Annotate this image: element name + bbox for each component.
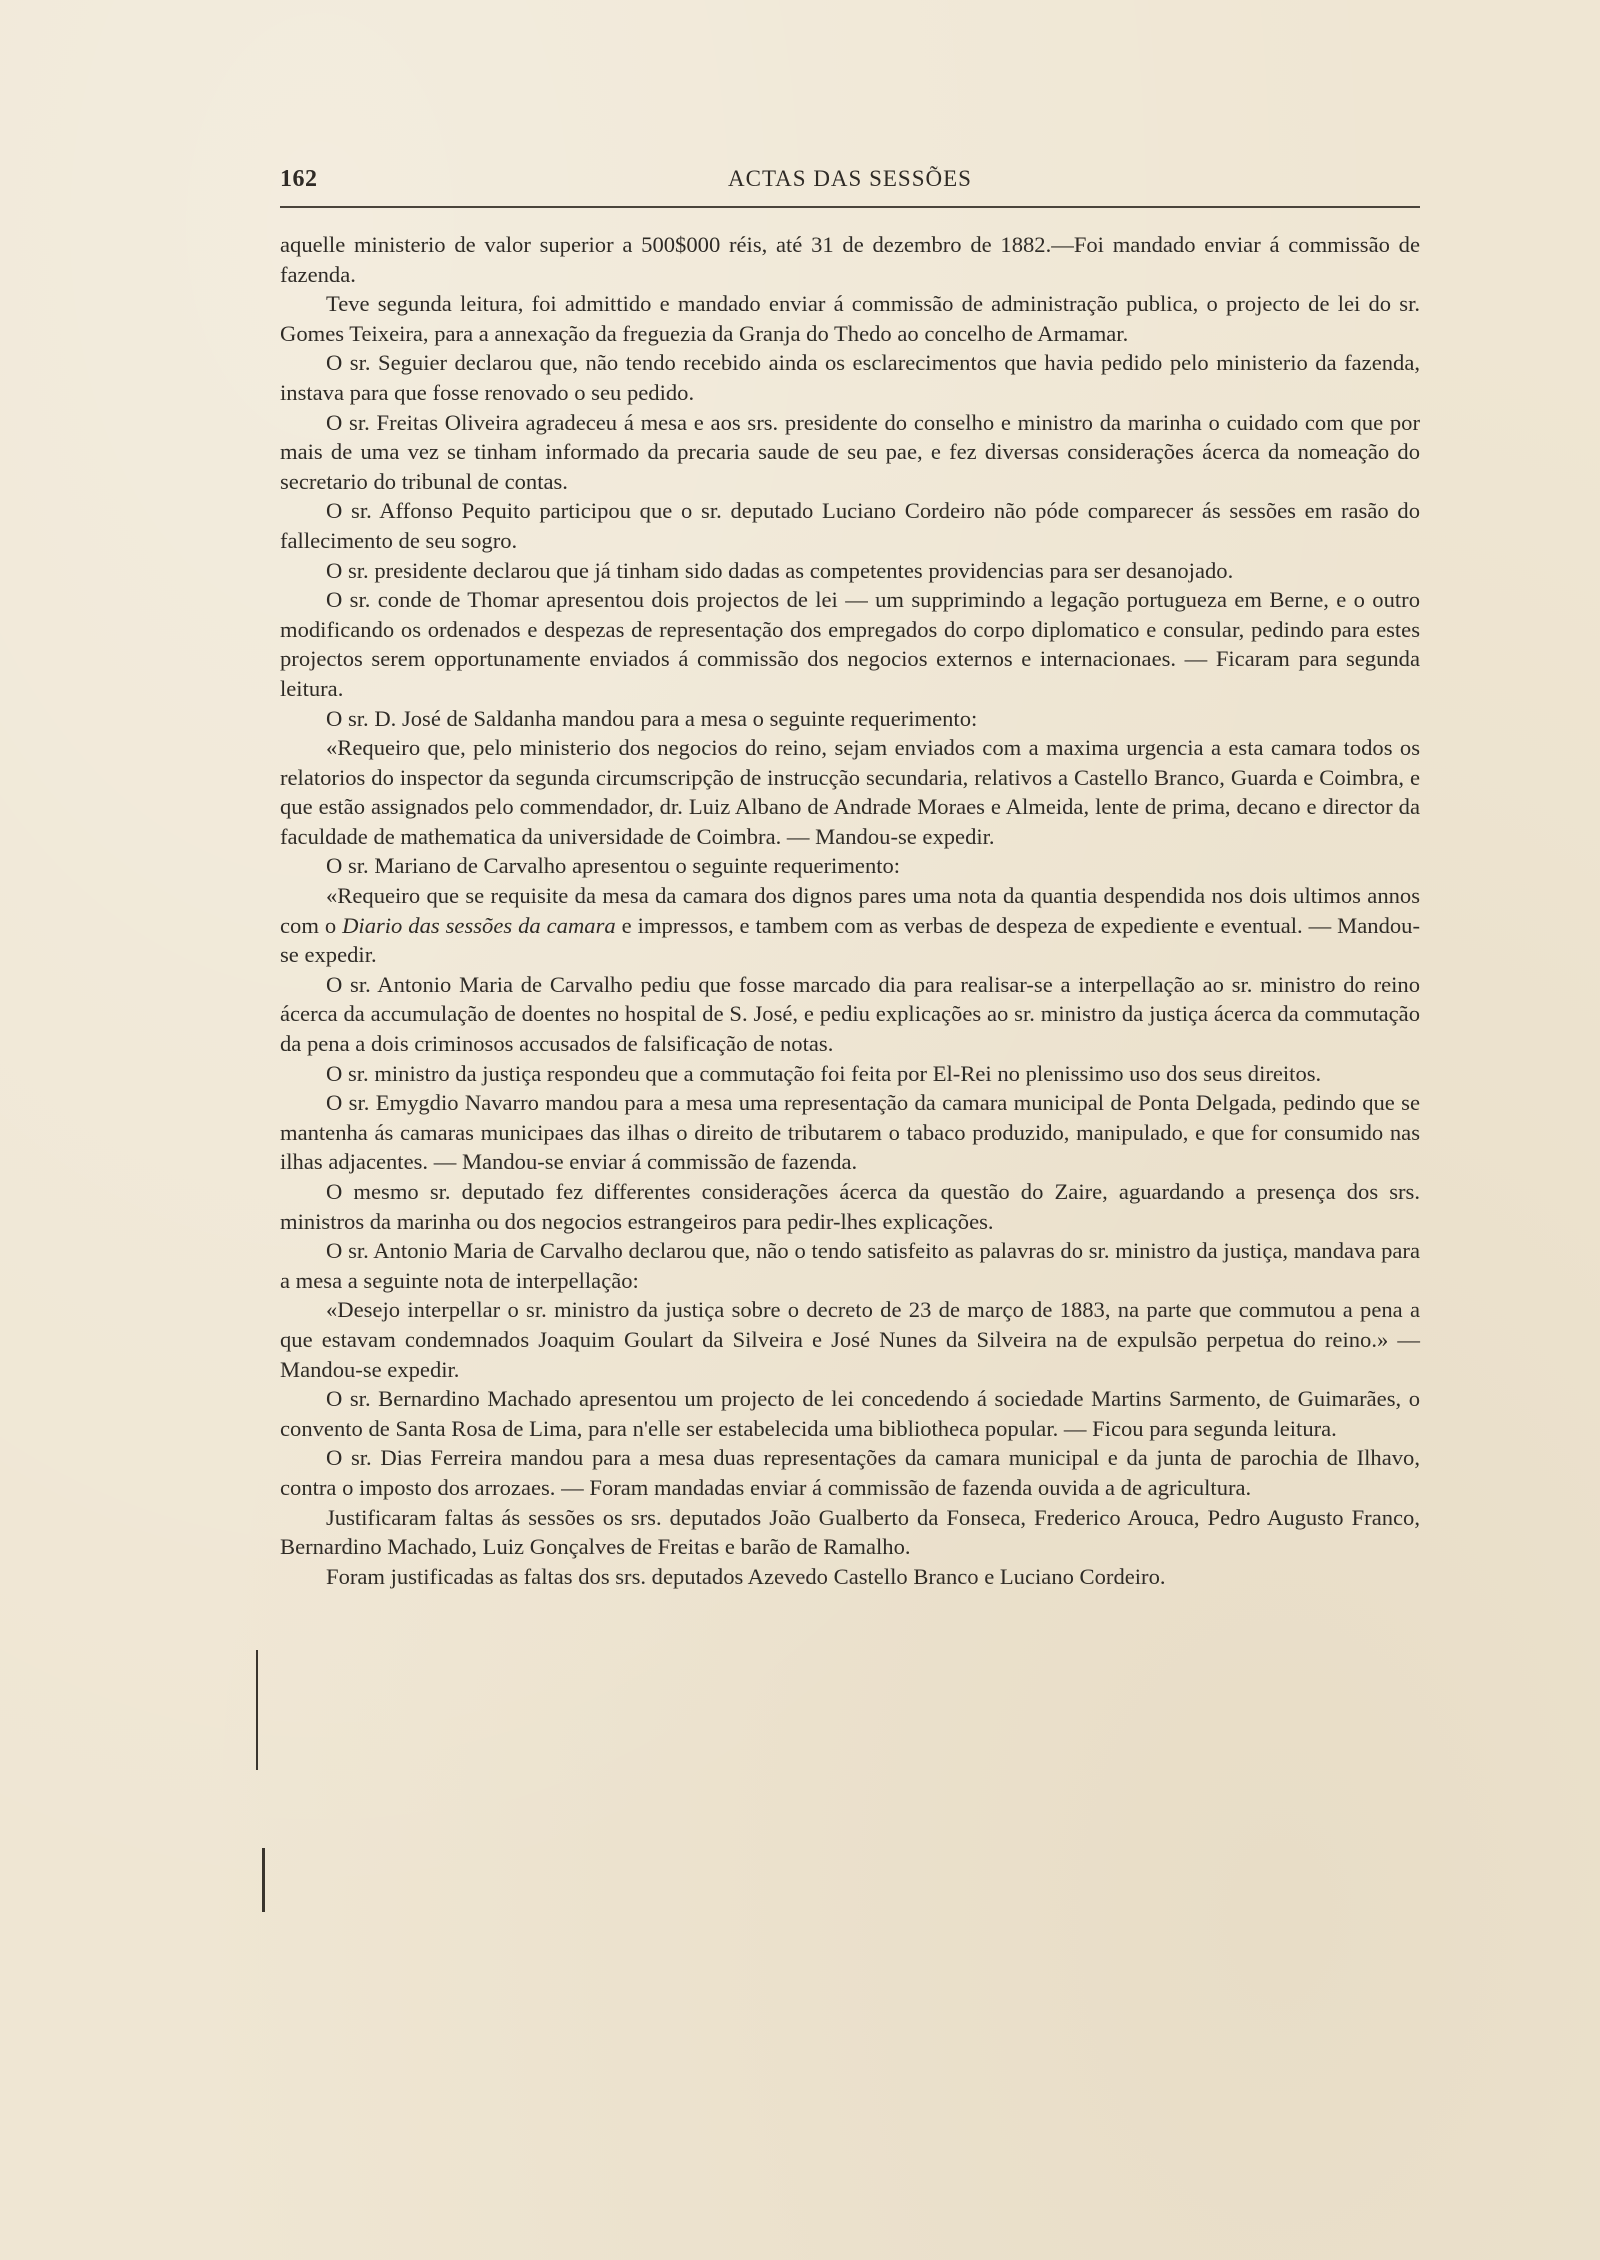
header-rule xyxy=(280,206,1420,208)
paragraph: O sr. Emygdio Navarro mandou para a mesa uma representação da camara municipal de Ponta Delgada, pedindo que se mantenha ás camaras municipaes das ilhas o direito de tributarem o tabaco produzido, manipulado, e que for consumido nas ilhas adjacentes. — Mandou-se enviar á commissão de fazenda. xyxy=(280,1090,1420,1175)
margin-mark xyxy=(256,1650,258,1770)
paragraph: aquelle ministerio de valor superior a 500$000 réis, até 31 de dezembro de 1882.—Foi mandado enviar á commissão de fazenda. xyxy=(280,232,1420,287)
running-title: ACTAS DAS SESSÕES xyxy=(728,166,972,191)
paragraph: O mesmo sr. deputado fez differentes considerações ácerca da questão do Zaire, aguardando a presença dos srs. ministros da marinha ou dos negocios estrangeiros para pedir-lhes explicações. xyxy=(280,1179,1420,1234)
paragraph: O sr. D. José de Saldanha mandou para a mesa o seguinte requerimento: xyxy=(326,705,978,731)
page-number: 162 xyxy=(280,166,318,192)
paragraph: O sr. conde de Thomar apresentou dois projectos de lei — um supprimindo a legação portugueza em Berne, e o outro modificando os ordenados e despezas de representação dos empregados do corpo diplomatico e consular, pedindo para estes projectos serem opportunamente enviados á commissão dos negocios externos e internacionaes. — Ficaram para segunda leitura. xyxy=(280,587,1420,701)
quoted-interpellation: «Desejo interpellar o sr. ministro da justiça sobre o decreto de 23 de março de 1883, na parte que commutou a pena a que estavam condemnados Joaquim Goulart da Silveira e José Nunes da Silveira na de expulsão perpetua do reino.» — Mandou-se expedir. xyxy=(280,1297,1420,1382)
paragraph: O sr. Mariano de Carvalho apresentou o seguinte requerimento: xyxy=(326,853,901,879)
quoted-request xyxy=(280,881,1420,970)
margin-mark xyxy=(262,1848,265,1912)
paragraph: O sr. Dias Ferreira mandou para a mesa duas representações da camara municipal e da junta de parochia de Ilhavo, contra o imposto dos arrozaes. — Foram mandadas enviar á commissão de fazenda ouvida a de agricultura. xyxy=(280,1445,1420,1500)
paragraph: O sr. Affonso Pequito participou que o sr. deputado Luciano Cordeiro não póde comparecer ás sessões em rasão do fallecimento de seu sogro. xyxy=(280,498,1420,553)
quoted-request: «Requeiro que, pelo ministerio dos negocios do reino, sejam enviados com a maxima urgencia a esta camara todos os relatorios do inspector da segunda circumscripção de instrucção secundaria, relativos a Castello Branco, Guarda e Coimbra, e que estão assignados pelo commendador, dr. Luiz Albano de Andrade Moraes e Almeida, lente de prima, decano e director da faculdade de mathematica da universidade de Coimbra. — Mandou-se expedir. xyxy=(280,735,1420,849)
paragraph: Teve segunda leitura, foi admittido e mandado enviar á commissão de administração publica, o projecto de lei do sr. Gomes Teixeira, para a annexação da freguezia da Granja do Thedo ao concelho de Armamar. xyxy=(280,291,1420,346)
paragraph: O sr. Bernardino Machado apresentou um projecto de lei concedendo á sociedade Martins Sarmento, de Guimarães, o convento de Santa Rosa de Lima, para n'elle ser estabelecida uma bibliotheca popular. — Ficou para segunda leitura. xyxy=(280,1386,1420,1441)
page-header xyxy=(280,160,1420,206)
paragraph: O sr. ministro da justiça respondeu que a commutação foi feita por El-Rei no plenissimo uso dos seus direitos. xyxy=(326,1060,1322,1086)
paragraph: Foram justificadas as faltas dos srs. deputados Azevedo Castello Branco e Luciano Cordeiro. xyxy=(326,1563,1166,1589)
paragraph: O sr. Antonio Maria de Carvalho pediu que fosse marcado dia para realisar-se a interpellação ao sr. ministro do reino ácerca da accumulação de doentes no hospital de S. José, e pediu explicações ao sr. ministro da justiça ácerca da commutação da pena a dois criminosos accusados de falsificação de notas. xyxy=(280,971,1420,1057)
paragraph: O sr. Seguier declarou que, não tendo recebido ainda os esclarecimentos que havia pedido pelo ministerio da fazenda, instava para que fosse renovado o seu pedido. xyxy=(280,350,1420,405)
request-text: e impressos, e tambem com as verbas de despeza de expediente e eventual. — Mandou-se expedir. xyxy=(280,912,1421,968)
document-page xyxy=(280,160,1420,1591)
request-text: «Requeiro que se requisite da mesa da camara dos dignos pares uma nota da quantia despendida nos dois ultimos annos com o xyxy=(280,883,1420,938)
paragraph: O sr. presidente declarou que já tinham sido dadas as competentes providencias para ser desanojado. xyxy=(326,557,1234,583)
document-body xyxy=(280,230,1420,1591)
paragraph: O sr. Antonio Maria de Carvalho declarou que, não o tendo satisfeito as palavras do sr. ministro da justiça, mandava para a mesa a seguinte nota de interpellação: xyxy=(280,1238,1420,1293)
paragraph: O sr. Freitas Oliveira agradeceu á mesa e aos srs. presidente do conselho e ministro da marinha o cuidado com que por mais de uma vez se tinham informado da precaria saude de seu pae, e fez diversas considerações ácerca da nomeação do secretario do tribunal de contas. xyxy=(280,409,1420,494)
paragraph: Justificaram faltas ás sessões os srs. deputados João Gualberto da Fonseca, Frederico Arouca, Pedro Augusto Franco, Bernardino Machado, Luiz Gonçalves de Freitas e barão de Ramalho. xyxy=(280,1504,1420,1560)
publication-title: Diario das sessões da camara xyxy=(342,912,616,938)
